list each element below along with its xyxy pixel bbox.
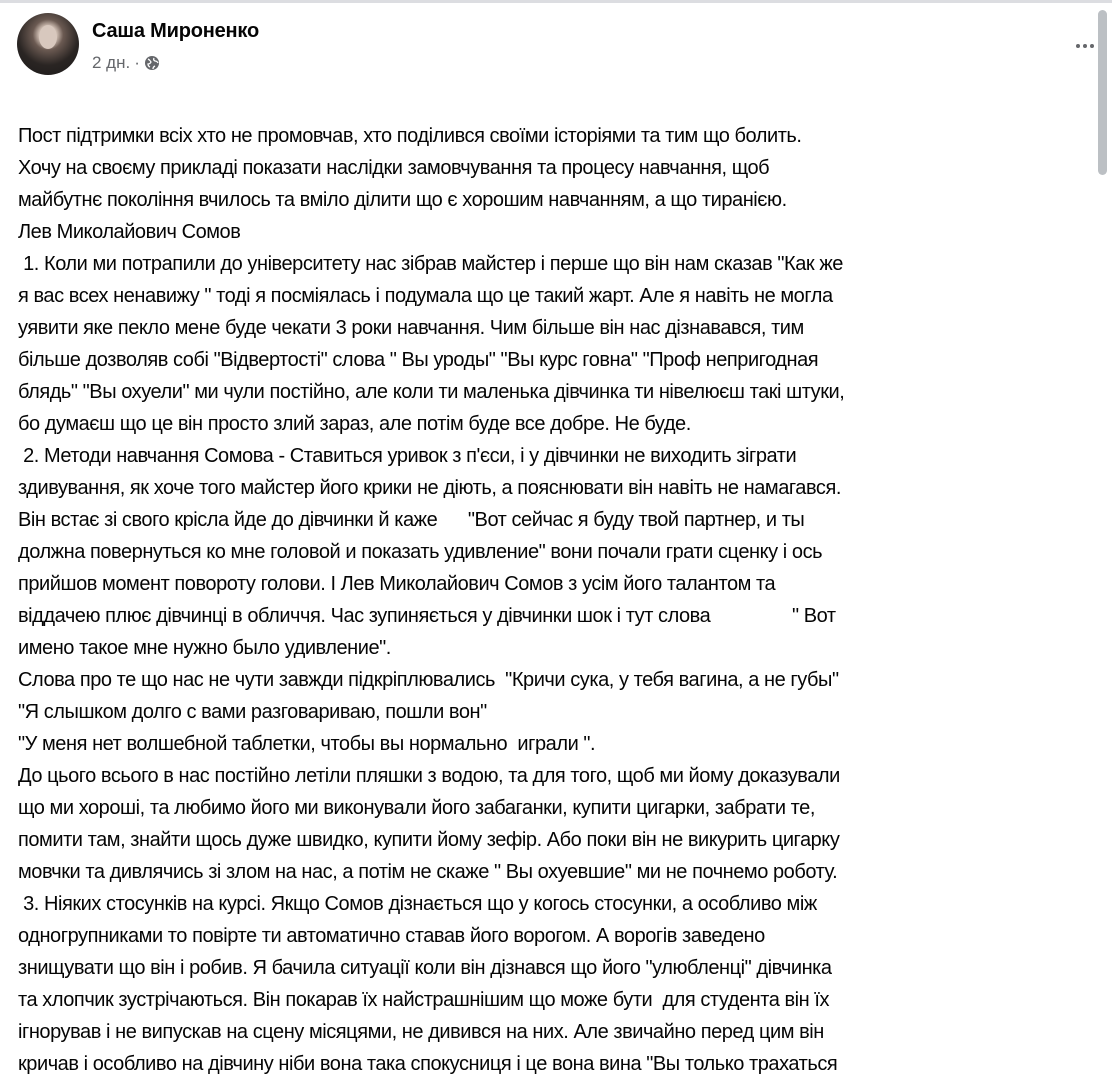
post-text-line: прийшов момент повороту голови. І Лев Миколайович Сомов з усім його талантом та [18, 573, 776, 595]
post-text-line: здивування, як хоче того майстер його крики не діють, а пояснювати він навіть не намагався. [18, 477, 841, 499]
more-options-icon[interactable] [1070, 36, 1100, 56]
post-text-line: більше дозволяв собі "Відвертості" слова " Вы уроды" "Вы курс говна" "Проф непригодная [18, 349, 819, 371]
top-divider [0, 0, 1112, 3]
post-text-line: До цього всього в нас постійно летіли пляшки з водою, та для того, щоб ми йому доказували [18, 765, 840, 787]
post-text-line: 3. Ніяких стосунків на курсі. Якщо Сомов дізнається що у когось стосунки, а особливо між [18, 893, 817, 915]
post-text-line: "Я слышком долго с вами разговариваю, пошли вон" [18, 701, 487, 723]
post-text-line: имено такое мне нужно было удивление". [18, 637, 391, 659]
avatar-face [39, 25, 57, 49]
post-text-line: блядь" "Вы охуели" ми чули постійно, але коли ти маленька дівчинка ти нівелюєш такі штуки, [18, 381, 845, 403]
post-text [18, 120, 1098, 1080]
author-avatar[interactable] [17, 13, 79, 75]
author-name[interactable]: Саша Мироненко [92, 20, 259, 42]
post-text-line: мовчки та дивлячись зі злом на нас, а потім не скаже " Вы охуевшие" ми не почнемо роботу. [18, 861, 838, 883]
post-text-line: помити там, знайти щось дуже швидко, купити йому зефір. Або поки він не викурить цигарку [18, 829, 840, 851]
post-text-line: бо думаєш що це він просто злий зараз, але потім буде все добре. Не буде. [18, 413, 691, 435]
post-text-line: Пост підтримки всіх хто не промовчав, хто поділився своїми історіями та тим що болить. [18, 125, 802, 147]
post-text-line: що ми хороші, та любимо його ми виконували його забаганки, купити цигарки, забрати те, [18, 797, 815, 819]
post-text-line: Слова про те що нас не чути завжди підкріплювались "Кричи сука, у тебя вагина, а не губы" [18, 669, 839, 691]
post-text-line: 1. Коли ми потрапили до університету нас зібрав майстер і перше що він нам сказав "Как же [18, 253, 843, 275]
scrollbar[interactable] [1098, 10, 1107, 175]
post-text-line: Лев Миколайович Сомов [18, 221, 241, 243]
post-text-line: Він встає зі свого крісла йде до дівчинки й каже "Вот сейчас я буду твой партнер, и ты [18, 509, 805, 531]
post-text-line: кричав і особливо на дівчину ніби вона така спокусниця і це вона вина "Вы только трахаться [18, 1053, 838, 1075]
post-text-line: 2. Методи навчання Сомова - Ставиться уривок з п'єси, і у дівчинки не виходить зіграти [18, 445, 797, 467]
meta-separator: · [134, 53, 140, 72]
post-text-line: одногрупниками то повірте ти автоматично ставав його ворогом. А ворогів заведено [18, 925, 765, 947]
post-text-line: віддачею плює дівчинці в обличчя. Час зупиняється у дівчинки шок і тут слова " Вот [18, 605, 836, 627]
post-text-line: та хлопчик зустрічаються. Він покарав їх найстрашнішим що може бути для студента він їх [18, 989, 830, 1011]
post-text-line: майбутнє покоління вчилось та вміло ділити що є хорошим навчанням, а що тиранією. [18, 189, 787, 211]
globe-icon [144, 55, 160, 71]
post-text-line: ігнорував і не випускав на сцену місяцями, не дивився на них. Але звичайно перед цим він [18, 1021, 824, 1043]
post-text-line: Хочу на своєму прикладі показати наслідки замовчування та процесу навчання, щоб [18, 157, 770, 179]
post-text-line: "У меня нет волшебной таблетки, чтобы вы нормально играли ". [18, 733, 596, 755]
post-time[interactable]: 2 дн. [92, 53, 131, 72]
post-meta [92, 53, 160, 73]
post-text-line: должна повернуться ко мне головой и показать удивление" вони почали грати сценку і ось [18, 541, 823, 563]
post-text-line: уявити яке пекло мене буде чекати 3 роки навчання. Чим більше він нас дізнавався, тим [18, 317, 804, 339]
post-text-line: я вас всех ненавижу " тоді я посміялась і подумала що це такий жарт. Але я навіть не могла [18, 285, 833, 307]
post-text-line: знищувати що він і робив. Я бачила ситуації коли він дізнався що його "улюбленці" дівчинка [18, 957, 832, 979]
